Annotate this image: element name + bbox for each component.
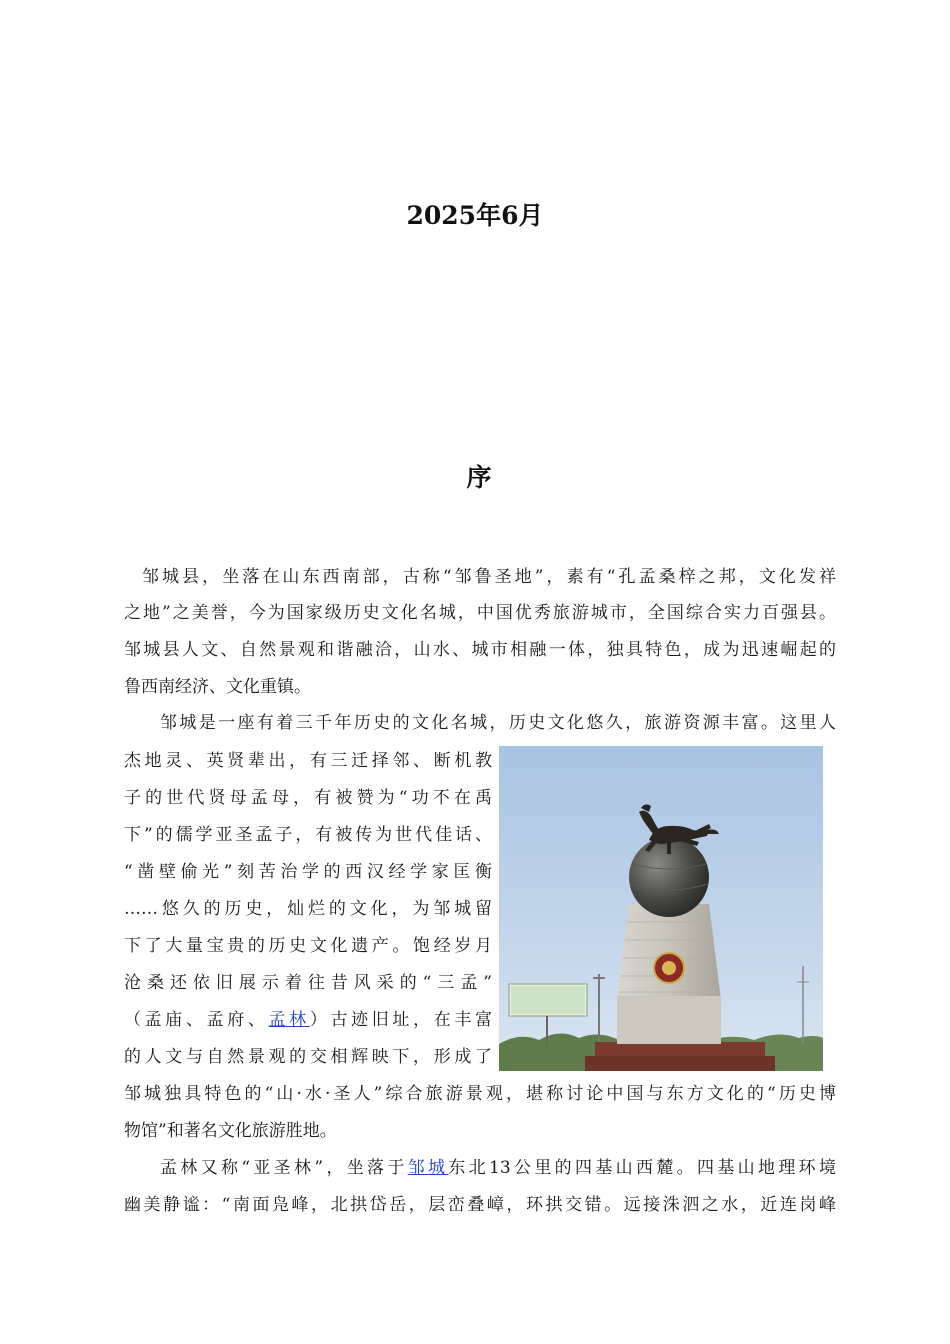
paragraph-line: 邹城独具特色的“山·水·圣人”综合旅游景观，堪称讨论中国与东方文化的“历史博	[124, 1084, 836, 1104]
paragraph-line: 邹城是一座有着三千年历史的文化名城，历史文化悠久，旅游资源丰富。这里人	[160, 713, 836, 733]
paragraph-line	[124, 1009, 492, 1031]
text-span: ）古迹旧址，在丰富	[309, 1010, 493, 1030]
paragraph-line: 下”的儒学亚圣孟子，有被传为世代佳话、	[124, 825, 492, 845]
paragraph-line: 邹城县，坐落在山东西南部，古称“邹鲁圣地”，素有“孔孟桑梓之邦，文化发祥	[142, 567, 836, 587]
paragraph-line: 子的世代贤母孟母，有被赞为“功不在禹	[124, 788, 492, 808]
paragraph-line	[160, 1157, 836, 1179]
text-span: （孟庙、孟府、	[124, 1010, 269, 1030]
paragraph-line: 物馆”和著名文化旅游胜地。	[124, 1121, 337, 1141]
paragraph-line: 之地”之美誉，今为国家级历史文化名城，中国优秀旅游城市，全国综合实力百强县。	[124, 603, 836, 623]
text-span: 东北13公里的四基山西麓。四基山地理环境	[448, 1158, 836, 1178]
menglin-link[interactable]: 孟林	[268, 1010, 310, 1030]
paragraph-line: 杰地灵、英贤辈出，有三迁择邻、断机教	[124, 751, 492, 771]
text-span: 孟林又称“亚圣林”，坐落于	[160, 1158, 408, 1178]
section-heading: 序	[466, 463, 492, 492]
paragraph-line: 鲁西南经济、文化重镇。	[124, 677, 311, 697]
paragraph-line: 沧桑还依旧展示着往昔风采的“三孟”	[124, 973, 492, 993]
paragraph-line: 幽美静谧：“南面凫峰，北拱岱岳，层峦叠嶂，环拱交错。远接洙泗之水，近连岗峰	[124, 1195, 836, 1215]
paragraph-line: “凿壁偷光”刻苦治学的西汉经学家匡衡	[124, 862, 492, 882]
date-title: 2025年6月	[406, 201, 544, 230]
paragraph-line: 的人文与自然景观的交相辉映下，形成了	[124, 1047, 492, 1067]
paragraph-line: ……悠久的历史，灿烂的文化，为邹城留	[124, 899, 492, 919]
paragraph-line: 邹城县人文、自然景观和谐融洽，山水、城市相融一体，独具特色，成为迅速崛起的	[124, 640, 836, 660]
paragraph-line: 下了大量宝贵的历史文化遗产。饱经岁月	[124, 936, 492, 956]
zoucheng-link[interactable]: 邹城	[407, 1158, 449, 1178]
horse-statue-photo	[499, 746, 823, 1071]
